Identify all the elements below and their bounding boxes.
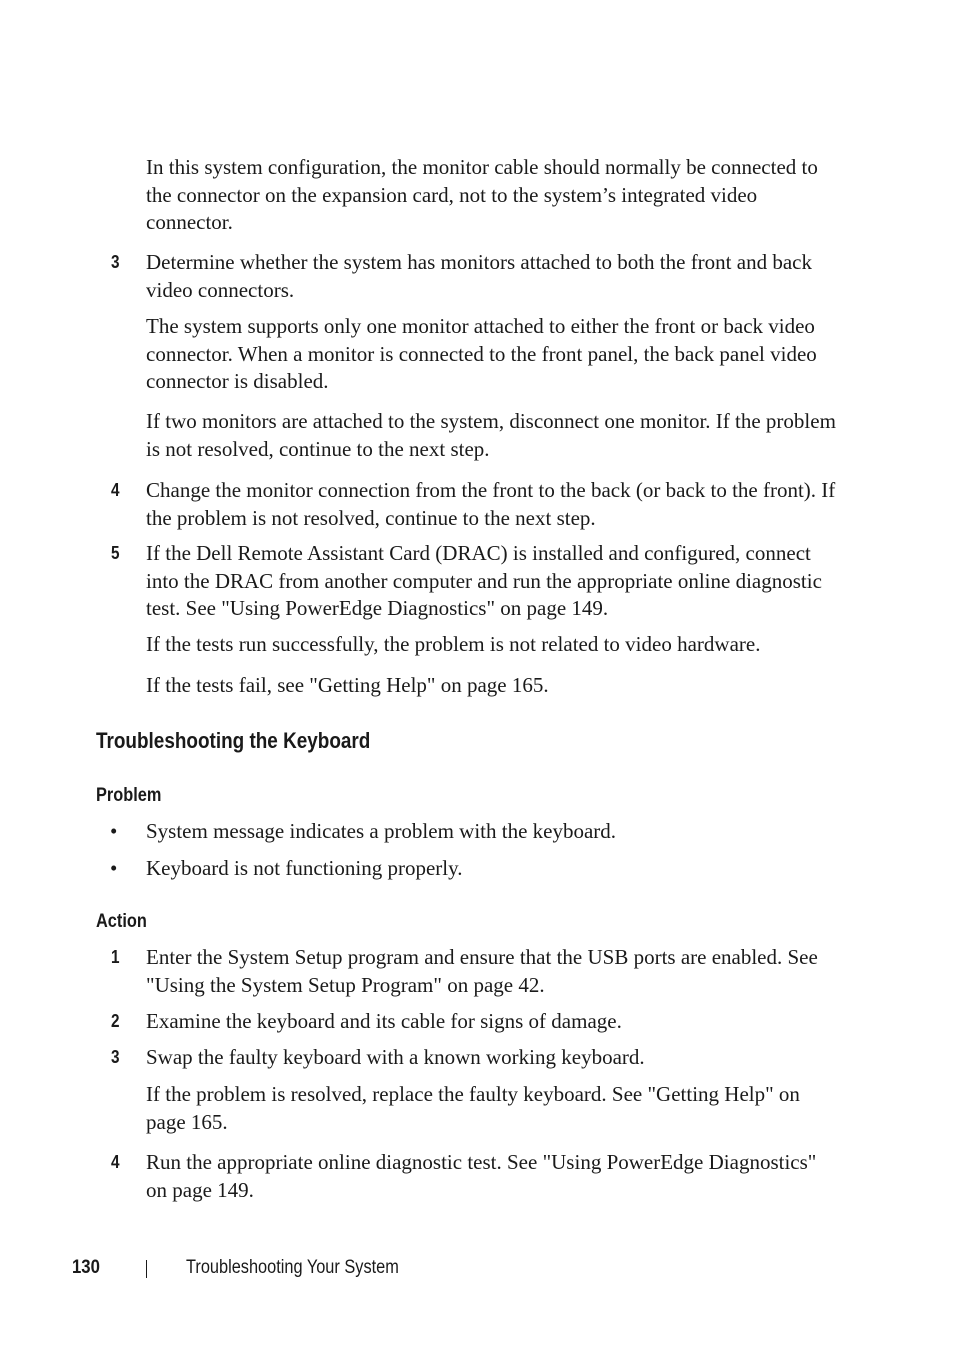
action-text: Examine the keyboard and its cable for signs of damage. (146, 1009, 622, 1033)
action-note: If the problem is resolved, replace the faulty keyboard. See "Getting Help" on page 165. (146, 1082, 800, 1134)
step-text: Determine whether the system has monitors attached to both the front and back video connectors. (146, 250, 812, 302)
page-number: 130 (72, 1257, 100, 1278)
action-number: 2 (111, 1011, 120, 1031)
step-number: 3 (111, 252, 120, 272)
chapter-title: Troubleshooting Your System (186, 1257, 399, 1278)
section-title: Troubleshooting the Keyboard (96, 728, 371, 753)
step-note: If two monitors are attached to the system, disconnect one monitor. If the problem is not resolved, continue to the next step. (146, 409, 836, 461)
step-note: If the tests fail, see "Getting Help" on page 165. (146, 673, 549, 697)
problem-item: System message indicates a problem with the keyboard. (146, 819, 617, 843)
action-number: 1 (111, 947, 120, 967)
problem-item: Keyboard is not functioning properly. (146, 856, 463, 880)
problem-heading: Problem (96, 785, 162, 806)
step-text: Change the monitor connection from the front to the back (or back to the front). If the problem is not resolved, continue to the next step. (146, 478, 836, 530)
action-number: 3 (111, 1047, 120, 1067)
step-number: 4 (111, 480, 120, 500)
footer-divider (146, 1260, 147, 1278)
action-number: 4 (111, 1152, 120, 1172)
bullet-icon: • (110, 819, 118, 843)
bullet-icon: • (110, 856, 118, 880)
action-text: Swap the faulty keyboard with a known working keyboard. (146, 1045, 645, 1069)
step-note: If the tests run successfully, the problem is not related to video hardware. (146, 632, 761, 656)
action-text: Run the appropriate online diagnostic test. See "Using PowerEdge Diagnostics" on page 149. (146, 1150, 817, 1202)
action-text: Enter the System Setup program and ensure that the USB ports are enabled. See "Using the System Setup Program" on page 42. (146, 945, 818, 997)
step-note: The system supports only one monitor attached to either the front or back video connector. When a monitor is connected to the front panel, the back panel video connector is disabled. (146, 314, 817, 393)
step-text: If the Dell Remote Assistant Card (DRAC) is installed and configured, connect into the DRAC from another computer and run the appropriate online diagnostic test. See "Using PowerEdge Diagnostics" on page 149. (146, 541, 822, 620)
action-heading: Action (96, 911, 147, 932)
intro-paragraph: In this system configuration, the monitor cable should normally be connected to the connector on the expansion card, not to the system’s integrated video connector. (146, 155, 818, 234)
step-number: 5 (111, 543, 120, 563)
